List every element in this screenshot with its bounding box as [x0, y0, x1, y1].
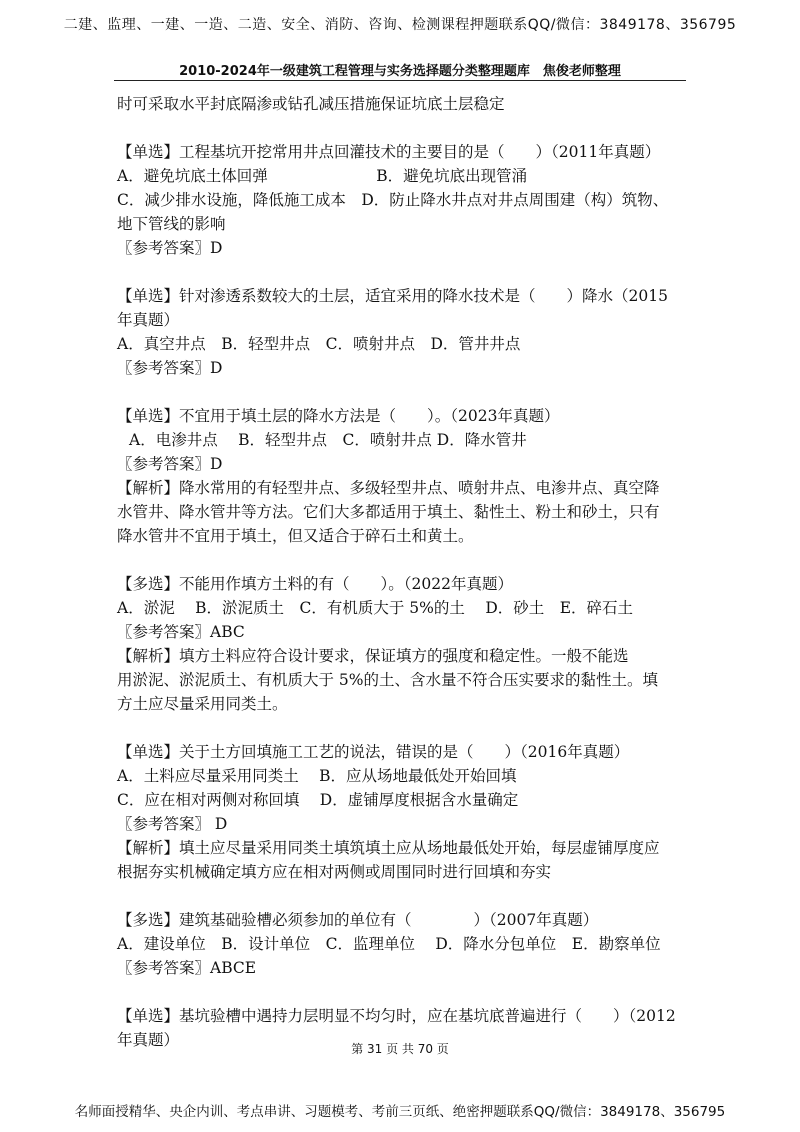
answer-line: 〖参考答案〗D	[117, 239, 223, 257]
explanation-line: 降水管井不宜用于填土，但又适合于碎石土和黄土。	[117, 527, 474, 545]
question-options: A．避免坑底土体回弹 B．避免坑底出现管涌	[117, 167, 528, 185]
question-stem: 【单选】不宜用于填土层的降水方法是（ ）。（2023年真题）	[117, 407, 560, 425]
answer-line: 〖参考答案〗 D	[117, 815, 228, 833]
page-body	[117, 92, 685, 1052]
explanation-line: 方土应尽量采用同类土。	[117, 695, 288, 713]
explanation-line: 根据夯实机械确定填方应在相对两侧或周围同时进行回填和夯实	[117, 863, 552, 881]
page-number: 第 31 页 共 70 页	[351, 1042, 449, 1056]
question-stem: 年真题）	[117, 311, 180, 329]
top-contact-banner: 二建、监理、一建、一造、二造、安全、消防、咨询、检测课程押题联系QQ/微信：3849178、356795	[63, 17, 737, 33]
question-options: A．土料应尽量采用同类土 B．应从场地最低处开始回填	[117, 767, 517, 785]
question-options: A．淤泥 B．淤泥质土 C．有机质大于 5%的土 D．砂土 E．碎石土	[117, 599, 634, 617]
question-stem: 【单选】工程基坑开挖常用井点回灌技术的主要目的是（ ）（2011年真题）	[117, 143, 661, 161]
question-stem: 【多选】不能用作填方土料的有（ ）。（2022年真题）	[117, 575, 513, 593]
question-options: 地下管线的影响	[117, 215, 226, 233]
question-options: C．应在相对两侧对称回填 D．虚铺厚度根据含水量确定	[117, 791, 519, 809]
explanation-line: 用淤泥、淤泥质土、有机质大于 5%的土、含水量不符合压实要求的黏性土。填	[117, 671, 659, 689]
question-stem: 【单选】基坑验槽中遇持力层明显不均匀时，应在基坑底普遍进行（ ）（2012	[117, 1007, 676, 1025]
header-divider	[114, 80, 686, 81]
question-options: A．真空井点 B．轻型井点 C．喷射井点 D．管井井点	[117, 335, 521, 353]
question-stem: 【单选】针对渗透系数较大的土层，适宜采用的降水技术是（ ）降水（2015	[117, 287, 668, 305]
question-options: A．电渗井点 B．轻型井点 C．喷射井点 D．降水管井	[129, 431, 527, 449]
text-line: 时可采取水平封底隔渗或钻孔减压措施保证坑底土层稳定	[117, 95, 505, 113]
explanation-line: 水管井、降水管井等方法。它们大多都适用于填土、黏性土、粉土和砂土，只有	[117, 503, 660, 521]
document-header: 2010-2024年一级建筑工程管理与实务选择题分类整理题库 焦俊老师整理	[179, 64, 621, 79]
question-stem: 【多选】建筑基础验槽必须参加的单位有（ ）（2007年真题）	[117, 911, 599, 929]
answer-line: 〖参考答案〗D	[117, 455, 223, 473]
bottom-contact-banner: 名师面授精华、央企内训、考点串讲、习题模考、考前三页纸、绝密押题联系QQ/微信：3849178、356795	[74, 1104, 726, 1120]
answer-line: 〖参考答案〗ABC	[117, 623, 245, 641]
question-stem: 年真题）	[117, 1031, 180, 1049]
answer-line: 〖参考答案〗ABCE	[117, 959, 257, 977]
explanation-line: 【解析】填土应尽量采用同类土填筑填土应从场地最低处开始，每层虚铺厚度应	[117, 839, 660, 857]
question-stem: 【单选】关于土方回填施工工艺的说法，错误的是（ ）（2016年真题）	[117, 743, 630, 761]
question-options: A．建设单位 B．设计单位 C．监理单位 D．降水分包单位 E．勘察单位	[117, 935, 661, 953]
question-options: C．减少排水设施，降低施工成本 D．防止降水井点对井点周围建（构）筑物、	[117, 191, 669, 209]
answer-line: 〖参考答案〗D	[117, 359, 223, 377]
explanation-line: 【解析】降水常用的有轻型井点、多级轻型井点、喷射井点、电渗井点、真空降	[117, 479, 660, 497]
explanation-line: 【解析】填方土料应符合设计要求，保证填方的强度和稳定性。一般不能选	[117, 647, 629, 665]
